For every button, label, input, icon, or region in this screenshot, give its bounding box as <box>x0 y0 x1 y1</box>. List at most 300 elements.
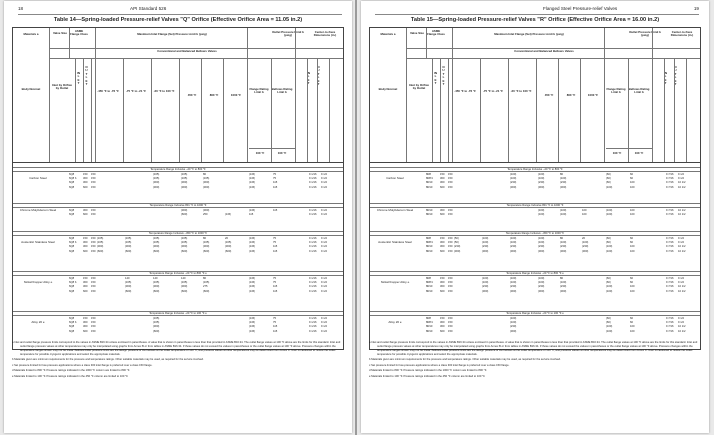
table-cell: (600) <box>153 249 160 253</box>
table-cell: 100 <box>630 213 635 217</box>
table-cell: 115 <box>273 325 278 329</box>
table-cell: (165) <box>225 241 232 245</box>
temperature-range-band: Temperature Range Inclusive –20 °F to 800 °F <box>13 167 343 172</box>
header-outlet-vertical: OUTLET <box>442 65 445 87</box>
header-outlet-temp-2: 100 °F <box>634 151 644 155</box>
header-outlet-pressure-limit: Outlet Pressure Limit b (psig) <box>272 30 304 38</box>
table-cell: (100) <box>510 241 517 245</box>
table-cell: 8R10 <box>426 209 433 212</box>
table-cell: (100) <box>482 277 489 280</box>
table-cell: (115) <box>249 173 256 176</box>
table-cell: 9 1/2 <box>321 289 327 293</box>
table-cell: (100) <box>582 241 589 245</box>
temperature-range-band: Temperature Range Inclusive –20 °F to 100 °F e <box>13 311 343 316</box>
table-cell: 9 1/2 <box>321 209 327 212</box>
table-cell: 8R10 <box>426 289 433 293</box>
table-cell: 9 1/2 <box>321 317 327 320</box>
table-cell: (100) <box>482 281 489 285</box>
table-cell: 9 7/16 <box>666 209 674 212</box>
table-cell: 9 1/16 <box>309 321 317 325</box>
table-cell: (300) <box>538 185 545 189</box>
table-cell: (230) <box>510 325 517 329</box>
table-cell: 150 <box>448 325 453 329</box>
table-cell: 10 1/2 <box>678 285 686 289</box>
table-cell: (300) <box>203 245 210 249</box>
table-cell: 150 <box>91 213 96 217</box>
header-max-inlet-pressure: Maximum Inlet Flange (Set) Pressure Limit b (psig) <box>494 32 564 36</box>
table-cell: (100) <box>538 281 545 285</box>
table-cell: (165) <box>181 237 188 240</box>
table-cell: (165) <box>181 173 188 176</box>
table-cell: 75 <box>273 173 276 176</box>
table-cell: (165) <box>153 321 160 325</box>
table-cell: (300) <box>560 249 567 253</box>
table-cell: 80 <box>203 173 206 176</box>
table-cell: 9 1/2 <box>321 213 327 217</box>
table-cell: 300 <box>440 325 445 329</box>
header-outlet-temp-1: 100 °F <box>255 151 265 155</box>
header-max-inlet-pressure: Maximum Inlet Flange (Set) Pressure Limit b (psig) <box>137 32 207 36</box>
material-label: Alloy 20 e <box>388 320 402 325</box>
page-number: 18 <box>18 6 24 11</box>
table-cell: 300 <box>83 209 88 212</box>
table-cell: (165) <box>125 237 132 240</box>
header-materials: Materials a <box>23 32 39 36</box>
table-cell: 60 <box>630 321 633 325</box>
table-cell: 600 <box>440 329 445 333</box>
table-cell: (300) <box>125 245 132 249</box>
table-cell: (115) <box>249 249 256 253</box>
table-cell: (600) <box>125 289 132 293</box>
table-cell: (600) <box>97 249 104 253</box>
table-cell: (300) <box>181 245 188 249</box>
header-valve-size: Valve Size <box>410 31 424 35</box>
table-cell: 150 <box>448 329 453 333</box>
table-cell: (60) <box>606 317 611 320</box>
table-cell: 150 <box>448 321 453 325</box>
table-cell: 150 <box>83 317 88 320</box>
table-cell: 150 <box>91 325 96 329</box>
header-outlet-vertical-2: OUTLET <box>674 65 677 87</box>
table-cell: 10 1/2 <box>678 213 686 217</box>
table-cell: 9 1/2 <box>678 177 684 181</box>
temperature-range-band: Temperature Range Inclusive 801 °F to 1000 °F <box>13 203 343 208</box>
header-outlet-pressure-limit: Outlet Pressure Limit b (psig) <box>629 30 661 38</box>
table-cell: (100) <box>606 213 613 217</box>
table-cell: 150 <box>448 249 453 253</box>
table-cell: 9 1/2 <box>678 321 684 325</box>
table-cell: (100) <box>606 285 613 289</box>
table-cell: 9 1/16 <box>309 181 317 185</box>
table-cell: 150 <box>448 245 453 249</box>
table-cell: (230) <box>510 181 517 185</box>
table-cell: 9 7/16 <box>666 329 674 333</box>
table-cell: (230) <box>482 245 489 249</box>
footnote: d Materials limited to 800 °F. Pressure ratings indicated in the 1000 °F column are limited to 800 °F. <box>12 369 130 373</box>
table-cell: (300) <box>560 185 567 189</box>
temperature-range-band: Temperature Range Inclusive –450 °F to 1000 °F <box>13 231 343 236</box>
table-cell: 6Q8 <box>69 209 75 212</box>
table-cell: 115 <box>273 329 278 333</box>
table-cell: (600) <box>181 213 188 217</box>
table-cell: (100) <box>538 213 545 217</box>
table-cell: 9 7/16 <box>666 325 674 329</box>
table-cell: (600) <box>153 329 160 333</box>
table-cell: (115) <box>249 329 256 333</box>
table-cell: 140 <box>125 277 130 280</box>
table-cell: (100) <box>510 177 517 181</box>
table-cell: 150 <box>83 277 88 280</box>
table-cell: 10 1/2 <box>678 181 686 185</box>
footnote: a Inlet and outlet flange pressure limits correspond to the values in ASME B16.34 unless enclosed in parentheses. A value that is shown in parentheses is less than that provided in ASME B16.34. The outlet flange values at 100 °F above are the limits for this standard. Inlet and outlet flange pressure values at other temperatures may only be interpolated using graphs from Annex B or from tables in ASME B16.34. If those values do not exceed the values in parentheses or the outlet flange values at 100 °F above. Pressure changes within the temperature ranges shown may not be linear. Bellows outlet pressure limits are the design pressure of the bellows at the outlet temperature of 100 °F, and pressure values at other temperatures may be determined from Annex C. User is cautioned to review the outlet temperature for possible cryogenic applications and select the appropriate materials. <box>12 341 341 356</box>
table-cell: 8R8 <box>426 173 431 176</box>
table-cell: 60 <box>630 281 633 285</box>
table-cell: (165) <box>125 241 132 245</box>
table-cell: 600 <box>440 249 445 253</box>
header-inlet-orifice-outlet: Inlet by Orifice by Outlet <box>408 83 430 91</box>
material-label: Carbon Steel <box>386 176 404 181</box>
table-cell: (100) <box>482 237 489 240</box>
table-cell: 115 <box>273 209 278 212</box>
table-cell: 150 <box>440 237 445 240</box>
table-cell: 9 1/16 <box>309 177 317 181</box>
table-cell: (100) <box>606 209 613 212</box>
table-cell: 9 1/2 <box>678 277 684 280</box>
table-cell: (100) <box>510 281 517 285</box>
table-cell: 9 7/16 <box>666 185 674 189</box>
table-cell: (50) <box>454 241 459 245</box>
table-cell: (100) <box>560 241 567 245</box>
table-header <box>370 28 700 163</box>
temperature-range-band: Temperature Range Inclusive 801 °F to 1000 °F <box>370 203 700 208</box>
table-cell: 100 <box>582 209 587 212</box>
table-cell: 8R10 <box>426 213 433 217</box>
table-cell: 600 <box>440 289 445 293</box>
table-cell: 9 1/2 <box>321 237 327 240</box>
table-cell: 9 1/2 <box>321 173 327 176</box>
table-cell: (100) <box>538 209 545 212</box>
table-cell: 10 1/2 <box>678 289 686 293</box>
table-cell: 9 1/2 <box>321 285 327 289</box>
table-cell: 300 <box>83 285 88 289</box>
running-header <box>375 6 699 15</box>
table-cell: (60) <box>606 181 611 185</box>
table-cell: 9 1/2 <box>321 281 327 285</box>
table-cell: 150 <box>448 209 453 212</box>
table-cell: 8R8 <box>426 277 431 280</box>
table-cell: 10 1/2 <box>678 185 686 189</box>
table-cell: 150 <box>448 173 453 176</box>
table-cell: 100 <box>630 325 635 329</box>
table-cell: 9 7/16 <box>666 181 674 185</box>
material-label: Austenitic Stainless Steel <box>21 240 55 245</box>
table-cell: (300) <box>97 245 104 249</box>
table-cell: 150 <box>91 321 96 325</box>
table-cell: 6Q8 <box>69 245 75 249</box>
pressure-table <box>369 27 701 350</box>
table-cell: 6Q8 <box>69 181 75 185</box>
table-cell: (60) <box>606 321 611 325</box>
running-header <box>18 6 342 15</box>
header-bellows-rating-limit: Bellows Rating Limit b <box>271 87 293 95</box>
table-cell: 300 <box>440 241 445 245</box>
table-cell: 9 1/16 <box>309 185 317 189</box>
table-row <box>69 213 337 217</box>
table-cell: 300 <box>83 241 88 245</box>
table-cell: 300 <box>440 281 445 285</box>
table-header <box>13 28 343 163</box>
footnote: e Materials limited to 100 °F. Pressure ratings indicated in the 450 °F column are limited to 100 °F. <box>12 374 129 378</box>
table-cell: 115 <box>273 185 278 189</box>
running-title: API Standard 526 <box>130 6 167 11</box>
table-cell: 80 <box>560 237 563 240</box>
table-cell: 9 1/16 <box>309 289 317 293</box>
table-cell: 300 <box>83 321 88 325</box>
table-cell: (300) <box>153 325 160 329</box>
table-row <box>69 330 337 334</box>
table-cell: 10 1/2 <box>678 329 686 333</box>
table-cell: 150 <box>91 285 96 289</box>
table-cell: 75 <box>273 177 276 181</box>
pressure-table <box>12 27 344 350</box>
table-cell: 60 <box>630 277 633 280</box>
table-cell: 8R8 <box>426 317 431 320</box>
table-cell: (100) <box>606 185 613 189</box>
table-cell: 60 <box>630 237 633 240</box>
table-cell: 100 <box>630 329 635 333</box>
table-cell: (115) <box>225 213 232 217</box>
table-cell: 6Q8 <box>69 249 75 253</box>
table-cell: 6Q8 b <box>69 321 77 325</box>
table-cell: 8R8 b <box>426 321 434 325</box>
footnote: e Materials limited to 100 °F. Pressure ratings indicated in the 450 °F column are limited to 100 °F. <box>369 374 486 378</box>
table-cell: 600 <box>440 213 445 217</box>
temperature-range-band: Temperature Range Inclusive –450 °F to 1000 °F <box>370 231 700 236</box>
table-cell: 9 1/16 <box>309 277 317 280</box>
table-cell: 115 <box>273 245 278 249</box>
table-cell: 8R10 <box>426 249 433 253</box>
table-cell: 115 <box>273 181 278 185</box>
table-cell: (300) <box>454 249 461 253</box>
table-cell: 100 <box>630 289 635 293</box>
table-cell: 150 <box>91 237 96 240</box>
table-cell: (100) <box>606 325 613 329</box>
table-cell: 8R10 <box>426 185 433 189</box>
table-cell: (165) <box>153 281 160 285</box>
table-cell: 600 <box>83 185 88 189</box>
header-flange-rating-limit: Flange Rating Limit b <box>249 87 269 95</box>
table-cell: (300) <box>582 249 589 253</box>
table-cell: (100) <box>482 241 489 245</box>
table-cell: 9 1/16 <box>309 317 317 320</box>
table-cell: 9 1/2 <box>678 317 684 320</box>
header-body-bonnet: Body/ Bonnet <box>21 87 41 91</box>
table-cell: 300 <box>83 177 88 181</box>
table-cell: (60) <box>606 177 611 181</box>
table-row <box>69 290 337 294</box>
table-cell: 9 7/16 <box>666 241 674 245</box>
header-temp-2: -75 °F to -21 °F <box>125 89 147 93</box>
table-cell: (300) <box>125 285 132 289</box>
table-cell: 150 <box>440 173 445 176</box>
table-cell: (115) <box>249 281 256 285</box>
table-cell: 8R8 <box>426 237 431 240</box>
material-label: Austenitic Stainless Steel <box>378 240 412 245</box>
table-cell: 600 <box>83 249 88 253</box>
header-conventional-balanced: Conventional and Balanced Bellows Valves <box>157 49 217 53</box>
table-cell: 150 <box>91 289 96 293</box>
header-outlet-temp-1: 100 °F <box>612 151 622 155</box>
table-title: Table 15—Spring-loaded Pressure-relief Valves "R" Orifice (Effective Orifice Area = 16.00 in.2) <box>410 17 660 23</box>
table-cell: 9 1/2 <box>321 325 327 329</box>
table-cell: 300 <box>83 245 88 249</box>
material-label: Nickel/Copper Alloy e <box>380 280 410 285</box>
table-cell: 9 1/16 <box>309 249 317 253</box>
table-cell: 9 1/2 <box>678 281 684 285</box>
table-cell: 6Q8 <box>69 277 75 280</box>
header-outlet-vertical: OUTLET <box>85 65 88 87</box>
table-cell: 9 1/2 <box>321 321 327 325</box>
header-asme-flange-class: ASME Flange Class <box>427 29 445 37</box>
header-temp-4: 450 °F <box>187 93 197 97</box>
table-cell: 115 <box>249 213 254 217</box>
table-cell: (230) <box>482 285 489 289</box>
table-cell: (50) <box>454 237 459 240</box>
table-cell: (300) <box>153 245 160 249</box>
table-cell: 100 <box>582 213 587 217</box>
table-cell: 150 <box>91 173 96 176</box>
table-cell: 300 <box>440 177 445 181</box>
table-cell: 6Q8 b <box>69 241 77 245</box>
table-cell: 140 <box>181 277 186 280</box>
table-cell: 100 <box>630 185 635 189</box>
table-cell: (100) <box>560 213 567 217</box>
table-cell: 9 7/16 <box>666 213 674 217</box>
table-cell: (115) <box>249 317 256 320</box>
table-cell: (230) <box>582 245 589 249</box>
table-cell: (115) <box>249 185 256 189</box>
table-cell: 6Q8 <box>69 213 75 217</box>
header-inlet-vertical-2: INLET <box>664 71 667 86</box>
table-cell: (300) <box>181 181 188 185</box>
table-cell: 6Q8 <box>69 185 75 189</box>
table-cell: (230) <box>510 245 517 249</box>
table-cell: 10 1/2 <box>678 325 686 329</box>
table-cell: 6Q8 b <box>69 281 77 285</box>
material-label: Chrome Molybdenum Steel <box>376 208 414 213</box>
table-cell: (115) <box>249 277 256 280</box>
footnote: a Inlet and outlet flange pressure limits correspond to the values in ASME B16.34 unless enclosed in parentheses. A value that is shown in parentheses is less than that provided in ASME B16.34. The outlet flange values at 100 °F above are the limits for this standard. Inlet and outlet flange pressure values at other temperatures may only be interpolated using graphs from Annex B or from tables in ASME B16.34. If those values do not exceed the values in parentheses or the outlet flange values at 100 °F above. Pressure changes within the temperature ranges shown may not be linear. Bellows outlet pressure limits are the design pressure of the bellows at the outlet temperature of 100 °F, and pressure values at other temperatures may be determined from Annex C. User is cautioned to review the outlet temperature for possible cryogenic applications and select the appropriate materials. <box>369 341 698 356</box>
table-cell: (300) <box>510 289 517 293</box>
table-cell: (100) <box>538 177 545 181</box>
table-cell: (60) <box>606 277 611 280</box>
header-materials: Materials a <box>380 32 396 36</box>
header-inlet-vertical-2: INLET <box>307 71 310 86</box>
header-outlet-vertical-2: OUTLET <box>317 65 320 87</box>
table-cell: (165) <box>181 177 188 181</box>
table-cell: (300) <box>181 285 188 289</box>
table-notes <box>369 341 699 380</box>
table-cell: (115) <box>249 177 256 181</box>
table-cell: (165) <box>97 241 104 245</box>
table-cell: 150 <box>91 185 96 189</box>
table-cell: (165) <box>153 317 160 320</box>
table-cell: (230) <box>538 181 545 185</box>
table-cell: 9 1/16 <box>309 329 317 333</box>
right-page <box>361 1 709 433</box>
table-cell: (230) <box>560 285 567 289</box>
table-cell: 150 <box>91 177 96 181</box>
header-flange-rating-limit: Flange Rating Limit b <box>606 87 626 95</box>
header-temp-6: 1000 °F <box>230 93 242 97</box>
header-temp-4: 450 °F <box>544 93 554 97</box>
table-cell: 60 <box>630 173 633 176</box>
header-center-to-face: Center-to-Face Dimensions (in.) <box>313 30 337 38</box>
table-cell: 75 <box>273 277 276 280</box>
table-cell: 9 1/16 <box>309 241 317 245</box>
table-cell: 150 <box>91 329 96 333</box>
table-cell: 150 <box>448 237 453 240</box>
table-cell: 150 <box>448 281 453 285</box>
table-cell: (115) <box>249 325 256 329</box>
header-temp-3: -20 °F to 100 °F <box>510 89 532 93</box>
table-cell: 150 <box>440 317 445 320</box>
table-cell: (230) <box>538 285 545 289</box>
table-cell: 6Q8 <box>69 329 75 333</box>
table-cell: 75 <box>273 321 276 325</box>
table-cell: 150 <box>83 173 88 176</box>
table-cell: 150 <box>448 277 453 280</box>
header-body-bonnet: Body/ Bonnet <box>378 87 398 91</box>
header-temp-2: -75 °F to -21 °F <box>482 89 504 93</box>
table-title: Table 14—Spring-loaded Pressure-relief Valves "Q" Orifice (Effective Orifice Area = 11.05 in.2) <box>53 17 303 23</box>
table-cell: 150 <box>91 241 96 245</box>
table-cell: (300) <box>153 181 160 185</box>
table-cell: 150 <box>91 209 96 212</box>
table-row <box>426 250 694 254</box>
table-cell: 9 1/2 <box>321 249 327 253</box>
table-cell: (115) <box>249 237 256 240</box>
table-cell: 300 <box>440 245 445 249</box>
table-cell: 9 1/2 <box>321 329 327 333</box>
table-cell: 9 1/2 <box>678 237 684 240</box>
table-cell: 6Q8 b <box>69 177 77 181</box>
table-cell: 9 7/16 <box>666 237 674 240</box>
table-cell: (300) <box>510 249 517 253</box>
table-cell: 75 <box>273 317 276 320</box>
table-cell: (300) <box>538 249 545 253</box>
footnote: c Set pressure limited for low-pressure applications where a class 300 inlet flange is preferred over a class 150 flange. <box>369 363 510 367</box>
table-cell: 6Q8 <box>69 237 75 240</box>
table-cell: (100) <box>538 237 545 240</box>
table-cell: 9 1/2 <box>321 245 327 249</box>
table-row <box>426 186 694 190</box>
table-cell: 150 <box>448 289 453 293</box>
table-body <box>13 163 343 349</box>
table-cell: 150 <box>83 237 88 240</box>
page-number: 19 <box>693 6 699 11</box>
table-cell: 9 1/2 <box>321 185 327 189</box>
header-conventional-balanced: Conventional and Balanced Bellows Valves <box>514 49 574 53</box>
table-cell: 20 <box>582 237 585 240</box>
table-cell: 150 <box>448 177 453 181</box>
table-cell: (165) <box>153 241 160 245</box>
table-cell: 9 1/16 <box>309 237 317 240</box>
table-cell: (300) <box>181 209 188 212</box>
table-cell: (600) <box>181 249 188 253</box>
temperature-range-band: Temperature Range Inclusive –20 °F to 800 °F <box>370 167 700 172</box>
table-cell: (165) <box>153 173 160 176</box>
